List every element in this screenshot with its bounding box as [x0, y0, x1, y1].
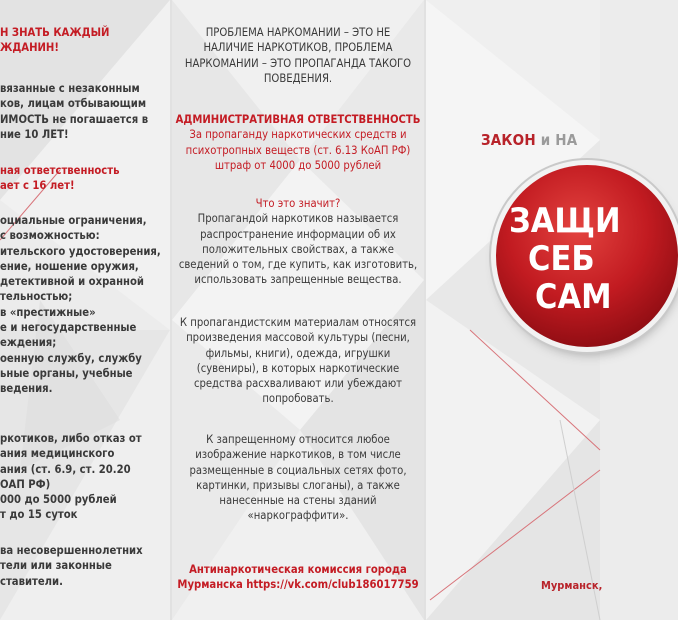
- text-line: ставители.: [0, 574, 63, 588]
- text-line: НАРКОМАНИИ – ЭТО ПРОПАГАНДА ТАКОГО: [184, 56, 412, 70]
- text-line: (сувениры), в которых наркотические: [196, 361, 400, 375]
- intro-paragraph: [172, 25, 424, 86]
- text-line: положительных свойствах, а также: [202, 242, 394, 256]
- text-line: фильмы, книги), одежда, игрушки: [205, 346, 391, 360]
- what-heading: Что это значит?: [255, 197, 341, 210]
- text-line: оциальные ограничения,: [0, 214, 147, 227]
- text-line: использовать запрещенные вещества.: [194, 273, 402, 287]
- text-line: т до 15 суток: [0, 508, 78, 522]
- text-line: «наркограффити».: [247, 509, 349, 523]
- text-line: ение, ношение оружия,: [0, 259, 139, 273]
- text-line: ания медицинского: [0, 447, 115, 461]
- text-line: ние 10 ЛЕТ!: [0, 127, 69, 141]
- text-line: ительского удостоверения,: [0, 244, 161, 258]
- criminal-record-paragraph: [0, 81, 148, 142]
- materials-paragraph: [172, 315, 424, 407]
- text-line: оенную службу, службу: [0, 351, 142, 365]
- text-line: распространение информации об их: [200, 227, 396, 241]
- text-line: средства расхваливают или убеждают: [193, 377, 403, 391]
- text-line: нанесенные на стены зданий: [219, 494, 377, 508]
- text-line: произведения массовой культуры (песни,: [186, 331, 410, 345]
- text-line: ПРОБЛЕМА НАРКОМАНИИ – ЭТО НЕ: [205, 26, 391, 39]
- text-line: Мурманска https://vk.com/club186017759: [177, 578, 419, 592]
- text-line: е и негосударственные: [0, 321, 137, 335]
- circle-line: ЗАЩИ: [509, 201, 621, 241]
- text-line: ведения.: [0, 382, 53, 396]
- cover-heading-part2: и НА: [535, 131, 578, 149]
- what-it-means-block: [172, 196, 424, 288]
- text-line: штраф от 4000 до 5000 рублей: [214, 158, 382, 172]
- text-line: ает с 16 лет!: [0, 179, 75, 193]
- text-line: К пропагандистским материалам относятся: [179, 316, 417, 329]
- text-line: Пропагандой наркотиков называется: [197, 212, 399, 226]
- minors-paragraph: [0, 543, 143, 589]
- text-line: Антинаркотическая комиссия города: [189, 563, 407, 576]
- text-line: изображение наркотиков, в том числе: [195, 448, 401, 462]
- text-line: К запрещенному относится любое: [206, 433, 390, 446]
- admin-heading: АДМИНИСТРАТИВНАЯ ОТВЕТСТВЕННОСТЬ: [175, 113, 421, 126]
- circle-slogan: [509, 202, 619, 316]
- circle-line: СЕБ: [528, 239, 595, 279]
- cover-heading-part1: ЗАКОН: [481, 131, 536, 149]
- text-line: вязанные с незаконным: [0, 82, 140, 95]
- text-line: еждения;: [0, 336, 57, 350]
- text-line: ОАП РФ): [0, 477, 51, 491]
- city-label: Мурманск,: [541, 579, 603, 592]
- text-line: За пропаганду наркотических средств и: [189, 128, 407, 142]
- penalty-paragraph: [0, 431, 142, 523]
- text-line: тели или законные: [0, 559, 112, 573]
- text-line: ПОВЕДЕНИЯ.: [263, 71, 333, 85]
- text-line: ьные органы, учебные: [0, 366, 133, 380]
- text-line: с возможностью:: [0, 229, 100, 243]
- text-line: психотропных веществ (ст. 6.13 КоАП РФ): [185, 143, 411, 157]
- text-line: 000 до 5000 рублей: [0, 493, 117, 507]
- text-line: НАЛИЧИЕ НАРКОТИКОВ, ПРОБЛЕМА: [203, 41, 393, 55]
- left-heading-line: ЖДАНИН!: [0, 41, 59, 55]
- text-line: картинки, призывы слоганы), а также: [196, 478, 400, 492]
- text-line: ания (ст. 6.9, ст. 20.20: [0, 462, 131, 476]
- text-line: ва несовершеннолетних: [0, 544, 143, 557]
- cover-heading: [481, 131, 577, 149]
- restrictions-paragraph: [0, 213, 161, 397]
- forbidden-paragraph: [172, 432, 424, 524]
- text-line: ков, лицам отбывающим: [0, 97, 147, 111]
- text-line: в «престижные»: [0, 305, 96, 319]
- commission-footer: [172, 562, 424, 593]
- text-line: ная ответственность: [0, 164, 120, 177]
- text-line: ИМОСТЬ не погашается в: [0, 112, 149, 126]
- left-heading-line: Н ЗНАТЬ КАЖДЫЙ: [0, 26, 110, 39]
- text-line: ркотиков, либо отказ от: [0, 432, 142, 445]
- circle-line: САМ: [535, 277, 612, 317]
- liability-heading: [0, 163, 119, 194]
- text-line: тельностью;: [0, 290, 73, 304]
- text-line: детективной и охранной: [0, 275, 144, 289]
- text-line: попробовать.: [262, 392, 334, 406]
- text-line: размещенные в социальных сетях фото,: [189, 463, 407, 477]
- text-line: сведений о том, где купить, как изготовить,: [178, 258, 418, 272]
- left-heading: [0, 25, 109, 56]
- admin-liability-block: [172, 112, 424, 173]
